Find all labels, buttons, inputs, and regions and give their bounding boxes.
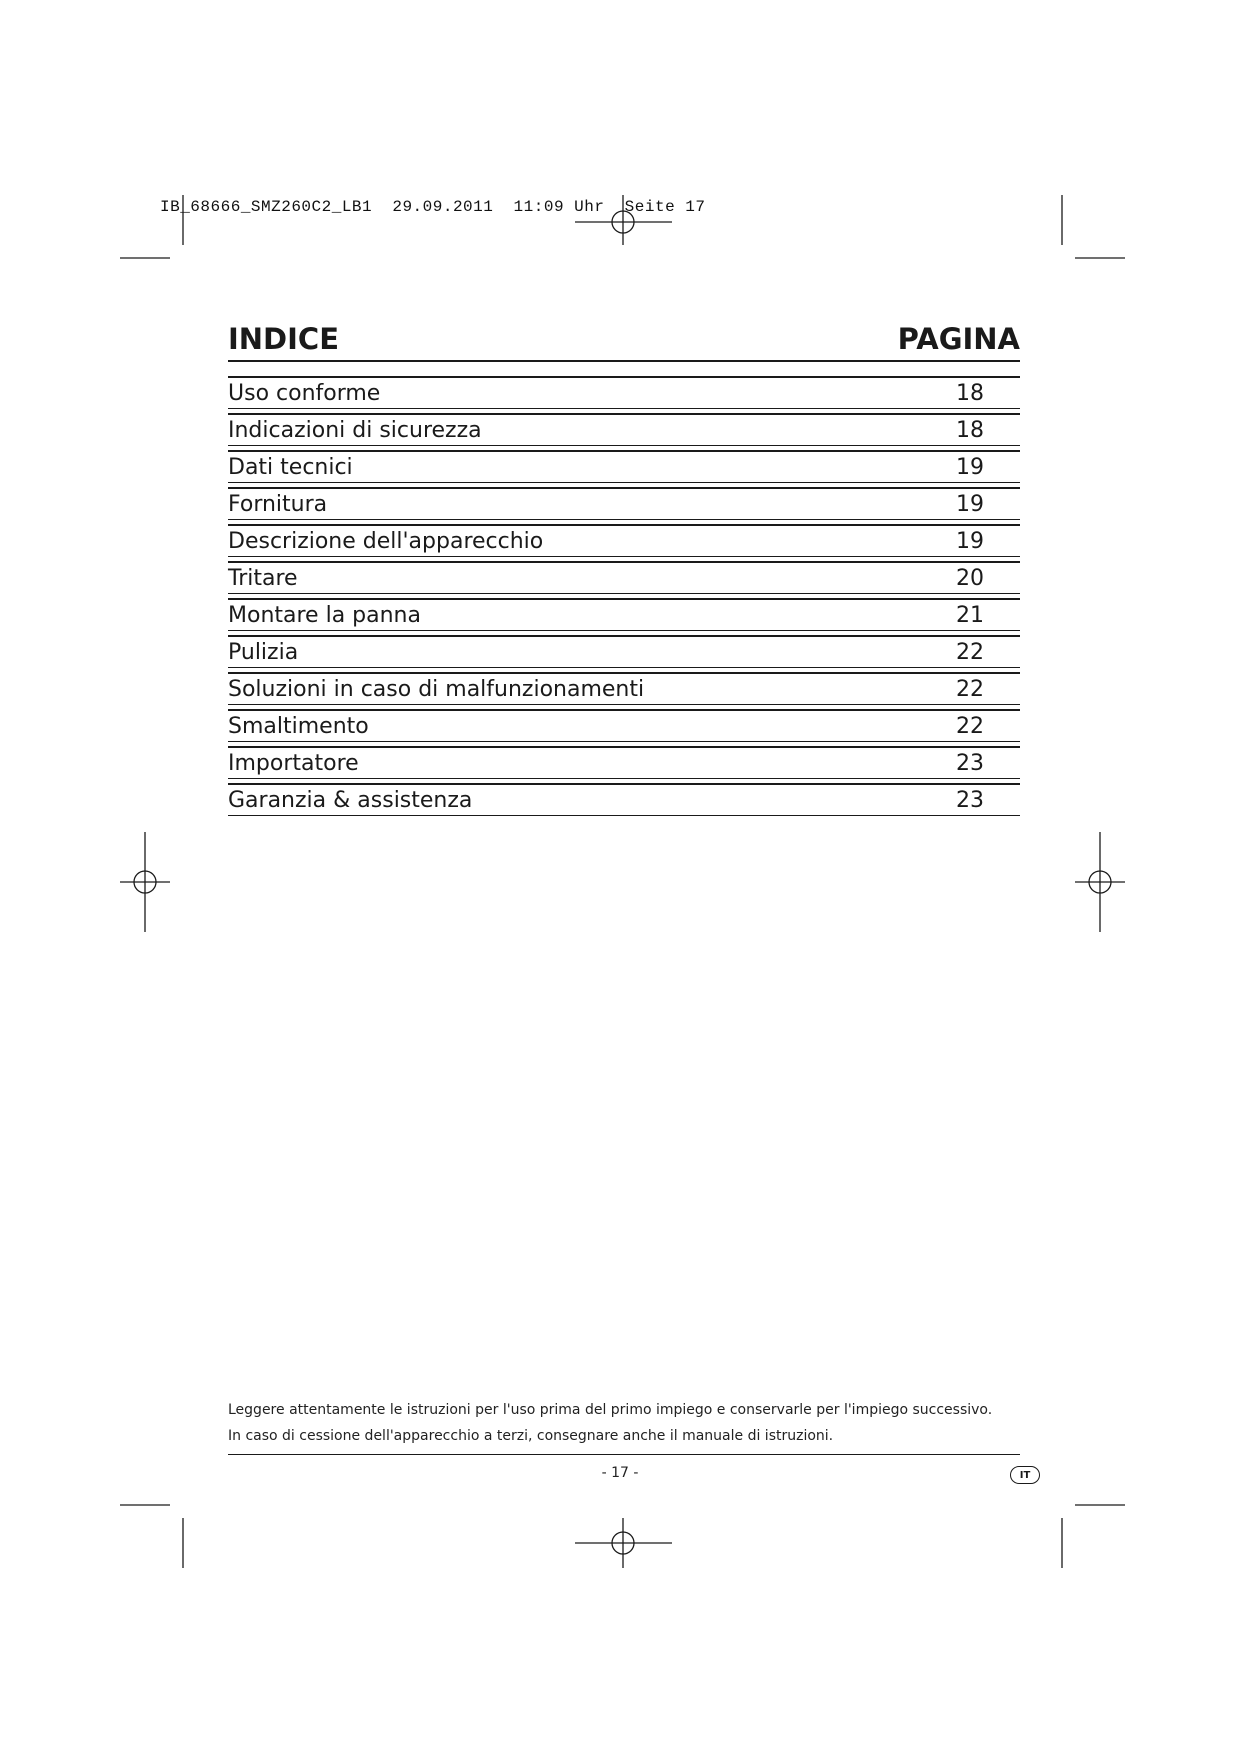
toc-entry-page: 18	[956, 417, 984, 443]
toc-entry-page: 22	[956, 713, 984, 739]
toc-entry[interactable]	[228, 783, 1020, 816]
footer-note-line: In caso di cessione dell'apparecchio a terzi, consegnare anche il manuale di istruzioni.	[228, 1428, 834, 1444]
toc-entry-title: Uso conforme	[228, 381, 381, 406]
toc-entry[interactable]	[228, 709, 1020, 742]
toc-entry[interactable]	[228, 413, 1020, 446]
toc-entry-title: Indicazioni di sicurezza	[228, 418, 482, 443]
footer-note	[228, 1397, 1020, 1449]
toc-entry-page: 20	[956, 565, 984, 591]
toc-header	[228, 318, 1020, 362]
toc-entry-page: 19	[956, 491, 984, 517]
toc-entry-page: 19	[956, 528, 984, 554]
table-of-contents	[228, 318, 1020, 820]
toc-entry[interactable]	[228, 598, 1020, 631]
footer-note-line: Leggere attentamente le istruzioni per l'uso prima del primo impiego e conservarle per l'impiego successivo.	[228, 1402, 993, 1418]
toc-heading-index: INDICE	[228, 322, 340, 356]
toc-entry[interactable]	[228, 376, 1020, 409]
toc-list	[228, 376, 1020, 816]
print-slug-line: IB_68666_SMZ260C2_LB1 29.09.2011 11:09 Uhr Seite 17	[160, 198, 706, 216]
toc-entry-title: Dati tecnici	[228, 455, 353, 480]
toc-entry[interactable]	[228, 635, 1020, 668]
toc-entry-page: 18	[956, 380, 984, 406]
toc-entry-page: 19	[956, 454, 984, 480]
toc-entry[interactable]	[228, 561, 1020, 594]
page-number: - 17 -	[601, 1465, 639, 1481]
toc-entry[interactable]	[228, 672, 1020, 705]
language-badge: IT	[1010, 1466, 1040, 1484]
footer-divider	[228, 1454, 1020, 1455]
toc-entry-title: Soluzioni in caso di malfunzionamenti	[228, 677, 645, 702]
toc-entry-title: Garanzia & assistenza	[228, 788, 473, 813]
toc-entry-title: Importatore	[228, 751, 359, 776]
toc-entry[interactable]	[228, 746, 1020, 779]
toc-entry-page: 23	[956, 787, 984, 813]
toc-entry-page: 21	[956, 602, 984, 628]
toc-entry-page: 23	[956, 750, 984, 776]
toc-entry-title: Pulizia	[228, 640, 299, 665]
toc-entry-title: Fornitura	[228, 492, 328, 517]
toc-heading-page: PAGINA	[897, 322, 1020, 356]
toc-entry[interactable]	[228, 450, 1020, 483]
toc-entry-title: Montare la panna	[228, 603, 421, 628]
toc-entry-title: Tritare	[228, 566, 298, 591]
toc-entry-page: 22	[956, 639, 984, 665]
toc-entry-title: Smaltimento	[228, 714, 369, 739]
toc-entry-title: Descrizione dell'apparecchio	[228, 529, 544, 554]
toc-entry-page: 22	[956, 676, 984, 702]
toc-entry[interactable]	[228, 487, 1020, 520]
toc-entry[interactable]	[228, 524, 1020, 557]
